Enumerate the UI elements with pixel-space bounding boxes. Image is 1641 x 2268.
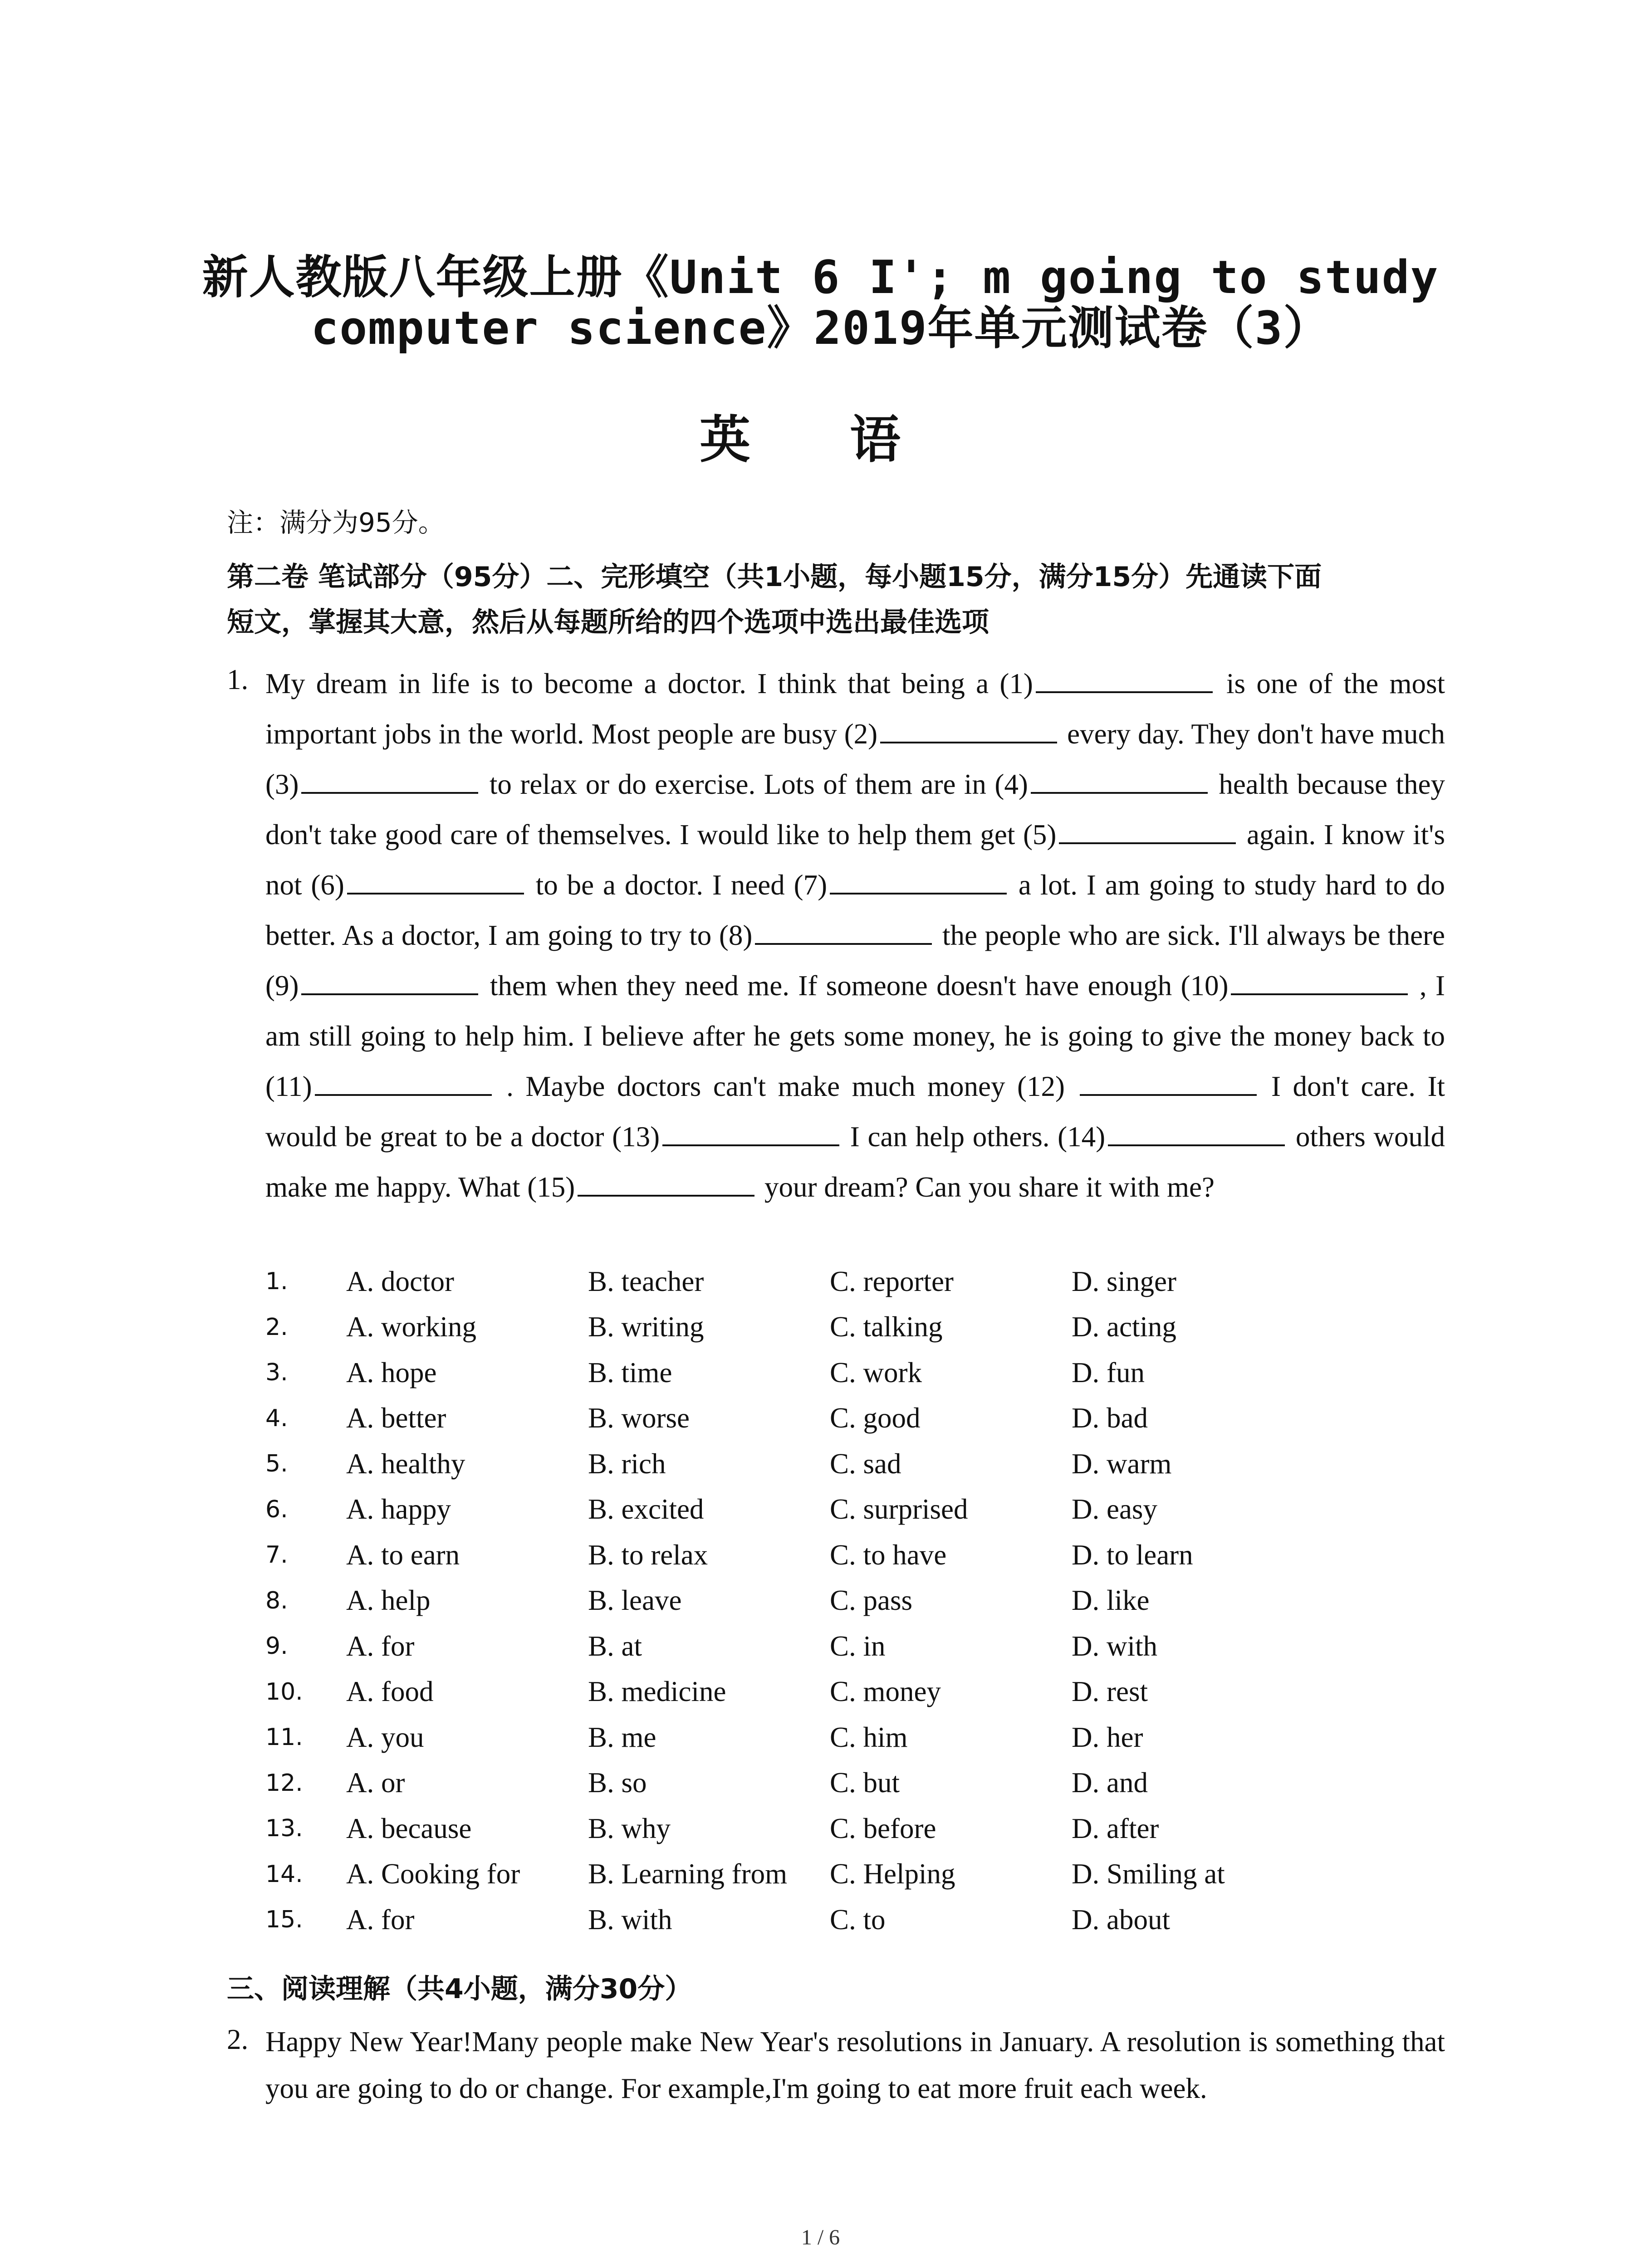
option-b: B. Learning from [588,1858,788,1890]
option-row [265,1715,1313,1760]
option-c: C. talking [830,1311,943,1343]
option-number: 13. [265,1815,303,1843]
option-a: A. better [346,1402,446,1434]
option-number: 8. [265,1587,288,1614]
option-b: B. teacher [588,1265,704,1297]
option-number: 15. [265,1906,303,1934]
option-b: B. excited [588,1493,704,1525]
option-number: 10. [265,1678,303,1706]
option-row [265,1852,1313,1897]
reading-passage: Happy New Year!Many people make New Year's resolutions in January. A resolution is something that you are going to do or change. For example,I'm going to eat more fruit each week. [265,2026,1445,2104]
option-c: C. good [830,1402,921,1434]
option-d: D. like [1072,1584,1150,1617]
option-c: C. but [830,1767,900,1799]
option-c: C. Helping [830,1858,955,1890]
option-b: B. me [588,1721,656,1753]
option-b: B. to relax [588,1539,708,1571]
option-number: 9. [265,1633,288,1660]
option-c: C. surprised [830,1493,968,1525]
option-row [265,1441,1313,1487]
passage-text: others would make me happy. What (15) [265,1121,1445,1203]
option-number: 6. [265,1496,288,1523]
answer-blank [830,867,1007,894]
answer-blank [1231,968,1408,995]
option-d: D. Smiling at [1072,1858,1225,1890]
option-a: A. for [346,1630,415,1662]
question-2-number: 2. [227,2024,249,2055]
option-b: B. worse [588,1402,690,1434]
score-note: 注：满分为95分。 [227,507,445,538]
option-d: D. to learn [1072,1539,1193,1571]
option-c: C. sad [830,1447,901,1480]
passage-text: a lot. I am going to study hard to do better. As a doctor, I am going to try to (8) [265,869,1445,951]
option-d: D. about [1072,1903,1170,1936]
option-c: C. reporter [830,1265,954,1297]
option-c: C. to [830,1903,886,1936]
answer-blank [1108,1119,1285,1146]
section-2-heading-line-2: 短文，掌握其大意，然后从每题所给的四个选项中选出最佳选项 [227,606,989,638]
answer-blank [1059,817,1236,844]
passage-text: every day. They don't have much (3) [265,718,1445,800]
option-a: A. doctor [346,1265,454,1297]
passage-text: is one of the most important jobs in the world. Most people are busy (2) [265,668,1445,750]
option-d: D. fun [1072,1356,1145,1388]
option-row [265,1305,1313,1350]
option-c: C. pass [830,1584,913,1617]
option-b: B. leave [588,1584,682,1617]
option-d: D. bad [1072,1402,1148,1434]
option-b: B. with [588,1903,672,1936]
option-a: A. you [346,1721,424,1753]
option-row [265,1897,1313,1943]
option-c: C. in [830,1630,886,1662]
option-d: D. easy [1072,1493,1157,1525]
passage-text: . Maybe doctors can't make much money (12) [494,1070,1077,1102]
page-number: 1 / 6 [801,2225,840,2249]
option-a: A. working [346,1311,476,1343]
option-d: D. rest [1072,1676,1148,1708]
option-d: D. acting [1072,1311,1176,1343]
passage-text: again. I know it's not (6) [265,819,1445,901]
subject-heading: 英 语 [700,411,941,469]
option-b: B. so [588,1767,647,1799]
option-number: 4. [265,1404,288,1432]
passage-text: My dream in life is to become a doctor. I think that being a (1) [265,668,1033,699]
option-b: B. at [588,1630,642,1662]
section-2-heading-line-1: 第二卷 笔试部分（95分）二、完形填空（共1小题，每小题15分，满分15分）先通读下面 [227,561,1322,593]
option-number: 14. [265,1860,303,1888]
answer-blank [755,918,932,945]
option-row [265,1487,1313,1533]
question-1-number: 1. [227,664,249,695]
option-number: 2. [265,1313,288,1341]
option-row [265,1806,1313,1852]
option-d: D. after [1072,1812,1159,1844]
option-d: D. singer [1072,1265,1176,1297]
option-c: C. him [830,1721,908,1753]
option-a: A. or [346,1767,405,1799]
option-row [265,1532,1313,1578]
option-a: A. to earn [346,1539,460,1571]
passage-text: health because they don't take good care of themselves. I would like to help them get (5) [265,768,1445,850]
answer-options-table [265,1259,1313,1943]
option-d: D. her [1072,1721,1143,1753]
passage-text: I can help others. (14) [842,1121,1106,1153]
option-row [265,1669,1313,1715]
option-a: A. healthy [346,1447,465,1480]
section-2-heading [227,554,1452,645]
option-d: D. and [1072,1767,1148,1799]
option-c: C. work [830,1356,922,1388]
option-b: B. time [588,1356,672,1388]
answer-blank [1036,666,1213,693]
option-d: D. with [1072,1630,1157,1662]
option-b: B. writing [588,1311,704,1343]
answer-blank [880,716,1057,743]
title-line-2: computer science》2019年单元测试卷（3） [311,301,1330,355]
section-3-heading: 三、阅读理解（共4小题，满分30分） [227,1973,692,2005]
option-number: 11. [265,1724,303,1751]
answer-blank [301,968,478,995]
passage-text: the people who are sick. I'll always be there (9) [265,919,1445,1002]
passage-text: to relax or do exercise. Lots of them are in (4) [481,768,1028,800]
answer-blank [301,767,478,794]
title-line-1: 新人教版八年级上册《Unit 6 I'; m going to study [202,250,1439,304]
option-a: A. hope [346,1356,437,1388]
option-c: C. to have [830,1539,947,1571]
option-row [265,1259,1313,1305]
option-b: B. medicine [588,1676,726,1708]
option-row [265,1578,1313,1624]
answer-blank [1080,1069,1257,1096]
option-row [265,1396,1313,1442]
option-c: C. before [830,1812,936,1844]
cloze-passage [265,659,1445,1212]
option-number: 5. [265,1450,288,1478]
option-number: 12. [265,1769,303,1797]
option-a: A. food [346,1676,434,1708]
option-c: C. money [830,1676,941,1708]
option-d: D. warm [1072,1447,1172,1480]
option-a: A. Cooking for [346,1858,520,1890]
option-number: 7. [265,1541,288,1569]
option-number: 3. [265,1359,288,1387]
answer-blank [662,1119,839,1146]
option-number: 1. [265,1268,288,1295]
answer-blank [347,867,524,894]
option-a: A. for [346,1903,415,1936]
option-row [265,1623,1313,1669]
option-a: A. help [346,1584,431,1617]
answer-blank [315,1069,492,1096]
answer-blank [578,1169,754,1197]
passage-text: them when they need me. If someone doesn't have enough (10) [481,970,1229,1002]
option-b: B. why [588,1812,671,1844]
exam-title [136,252,1505,353]
option-b: B. rich [588,1447,666,1480]
passage-text: your dream? Can you share it with me? [757,1171,1215,1203]
option-a: A. because [346,1812,472,1844]
passage-text: , I am still going to help him. I believe after he gets some money, he is going to give the money back to (11) [265,970,1445,1102]
option-row [265,1760,1313,1806]
answer-blank [1031,767,1208,794]
passage-text: I don't care. It would be great to be a doctor (13) [265,1070,1445,1153]
option-a: A. happy [346,1493,451,1525]
option-row [265,1350,1313,1396]
passage-text: to be a doctor. I need (7) [526,869,828,901]
